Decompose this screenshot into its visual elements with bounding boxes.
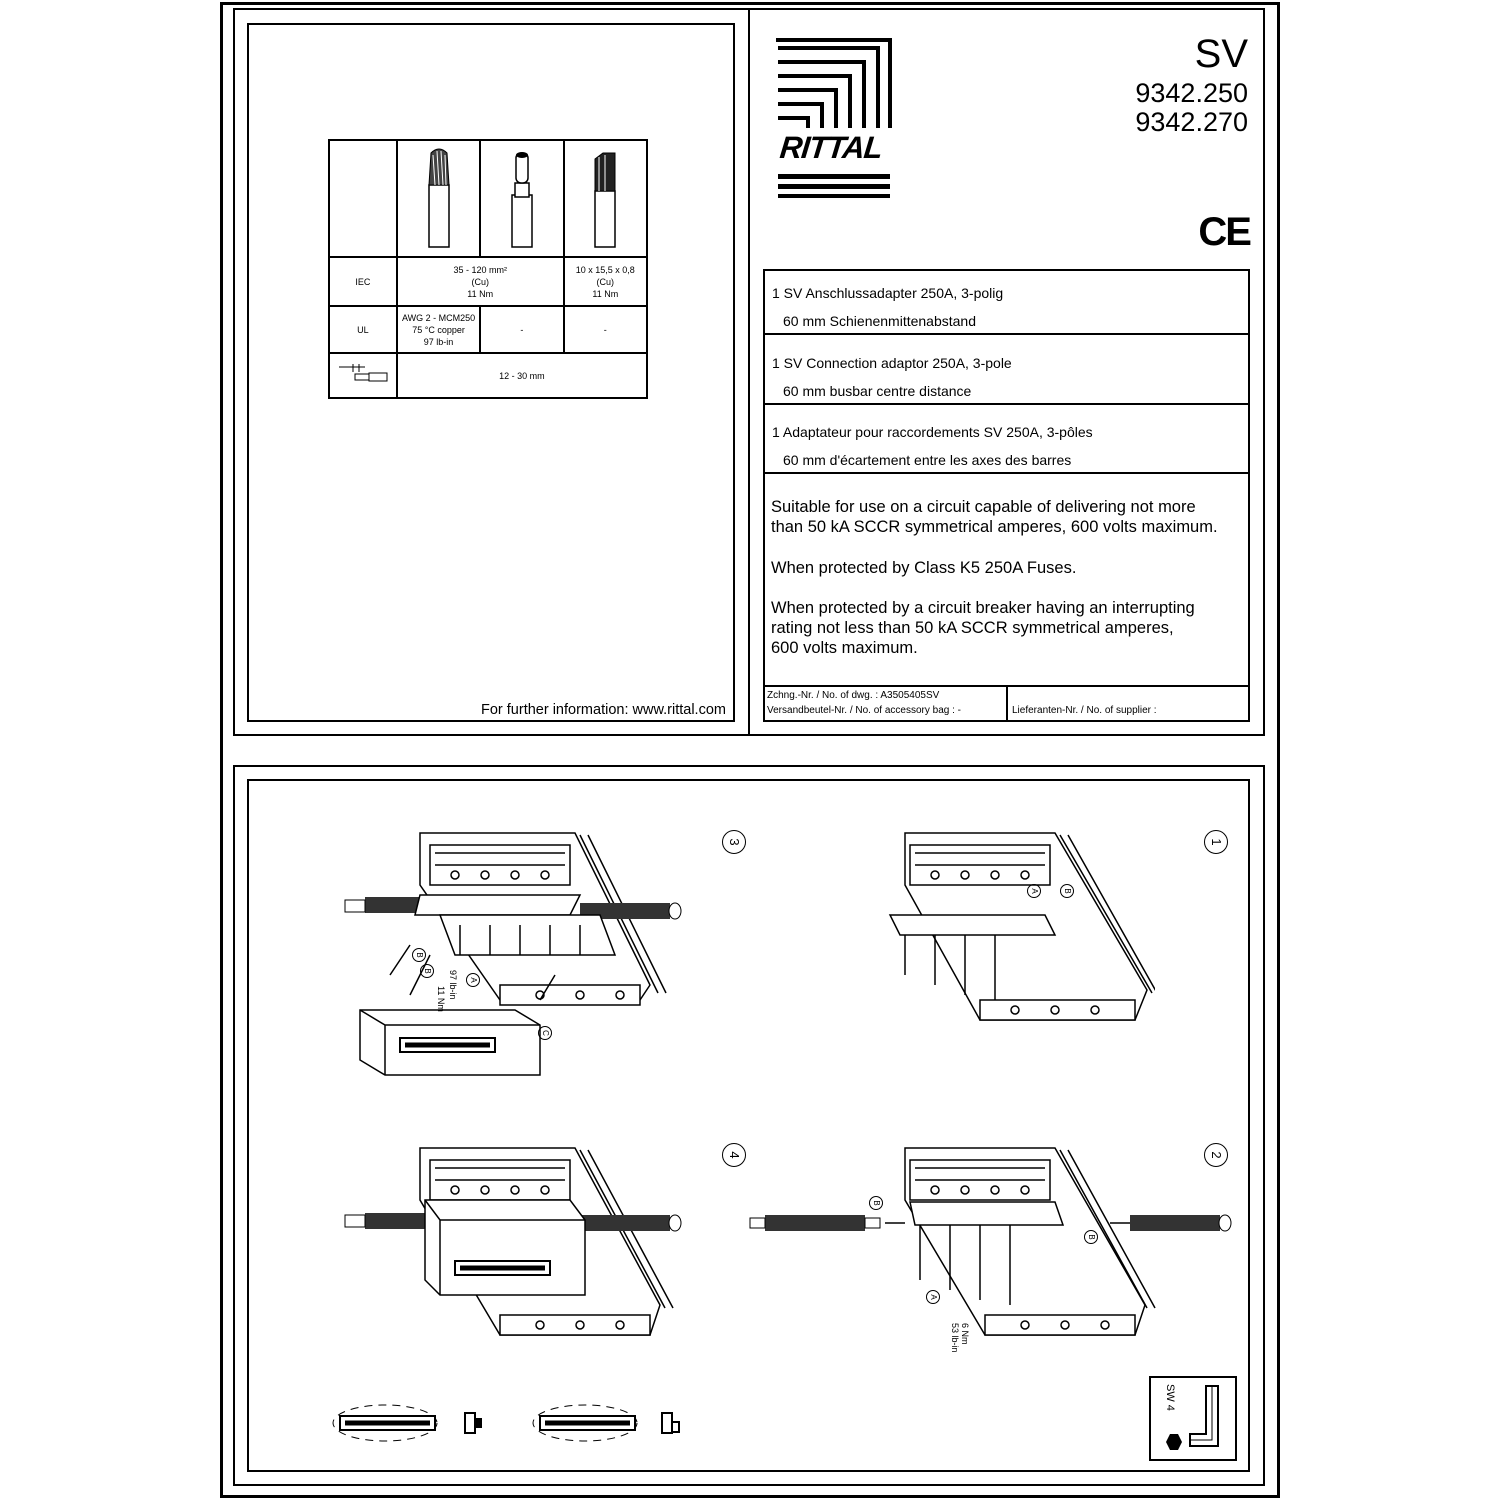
step-1-marker: 1 — [1204, 830, 1228, 854]
divider — [1006, 685, 1008, 722]
torque-value-imperial: 97 lb-in — [448, 970, 458, 1000]
ul-awg: AWG 2 - MCM250 — [401, 312, 476, 323]
ul-torque: 97 lb-in — [423, 336, 454, 347]
ul-ferrule-spec: - — [480, 306, 563, 353]
ce-mark: CE — [1198, 210, 1250, 254]
assembly-drawing-step-4 — [340, 1140, 690, 1340]
iec-bar-material: (Cu) — [596, 276, 615, 287]
rating-3-line1: When protected by a circuit breaker having an interrupting — [771, 599, 1195, 617]
step-3-marker: 3 — [722, 830, 746, 854]
iec-cross-section: 35 - 120 mm² — [453, 264, 507, 275]
callout-a: A — [466, 973, 480, 987]
rating-3-line3: 600 volts maximum. — [771, 639, 918, 657]
accessory-bag-number: Versandbeutel-Nr. / No. of accessory bag : - — [767, 705, 961, 716]
divider — [763, 472, 1250, 474]
callout-b: B — [1060, 884, 1074, 898]
series-title: SV — [1194, 32, 1248, 76]
iec-material: (Cu) — [471, 276, 489, 287]
iec-wire-spec — [397, 257, 564, 306]
table-corner — [329, 140, 397, 257]
torque-value: 6 Nm — [960, 1323, 970, 1345]
iec-bar-size: 10 x 15,5 x 0,8 — [575, 264, 635, 275]
step-2-marker: 2 — [1204, 1143, 1228, 1167]
torque-value-imperial: 53 lb-in — [950, 1323, 960, 1353]
assembly-drawing-step-2 — [745, 1140, 1235, 1340]
part-number-1: 9342.250 — [1135, 78, 1248, 108]
description-fr-line1: 1 Adaptateur pour raccordements SV 250A, 3-pôles — [772, 424, 1093, 440]
assembly-drawing-step-1 — [885, 825, 1155, 1025]
assembly-drawing-step-3 — [340, 825, 690, 1085]
rating-1-line2: than 50 kA SCCR symmetrical amperes, 600 volts maximum. — [771, 518, 1218, 536]
further-info: For further information: www.rittal.com — [481, 702, 726, 718]
description-de-line2: 60 mm Schienenmittenabstand — [783, 313, 976, 329]
switch-position-on — [330, 1400, 490, 1446]
divider — [763, 333, 1250, 335]
hex-key-icon — [1160, 1382, 1232, 1458]
rittal-logo — [776, 38, 892, 200]
rating-3 — [771, 598, 1195, 658]
tool-size: SW 4 — [1164, 1384, 1176, 1411]
ferrule-wire-icon — [480, 140, 563, 257]
strip-length: 12 - 30 mm — [397, 353, 647, 398]
row-label-iec: IEC — [329, 257, 397, 306]
stranded-wire-icon — [397, 140, 480, 257]
part-number-2: 9342.270 — [1135, 107, 1248, 137]
drawing-number: Zchng.-Nr. / No. of dwg. : A3505405SV — [767, 690, 940, 701]
conductor-spec-table — [328, 139, 648, 399]
iec-bar-spec — [564, 257, 647, 306]
rating-3-line2: rating not less than 50 kA SCCR symmetrical amperes, — [771, 619, 1174, 637]
divider — [763, 403, 1250, 405]
callout-b: B — [869, 1196, 883, 1210]
rating-1-line1: Suitable for use on a circuit capable of delivering not more — [771, 498, 1196, 516]
switch-position-off — [525, 1400, 690, 1446]
callout-a: A — [926, 1290, 940, 1304]
rating-2 — [771, 558, 1076, 578]
callout-c: C — [538, 1026, 552, 1040]
callout-b: B — [420, 964, 434, 978]
row-label-ul: UL — [329, 306, 397, 353]
rating-1 — [771, 497, 1218, 537]
rating-2-line1: When protected by Class K5 250A Fuses. — [771, 559, 1077, 577]
brand-name: RITTAL — [778, 130, 884, 165]
ul-wire-spec — [397, 306, 480, 353]
iec-bar-torque: 11 Nm — [592, 288, 619, 299]
iec-torque: 11 Nm — [467, 288, 494, 299]
callout-b: B — [1084, 1230, 1098, 1244]
callout-b: B — [412, 948, 426, 962]
callout-a: A — [1027, 884, 1041, 898]
description-fr-line2: 60 mm d'écartement entre les axes des barres — [783, 452, 1072, 468]
description-en-line1: 1 SV Connection adaptor 250A, 3-pole — [772, 355, 1012, 371]
description-en-line2: 60 mm busbar centre distance — [783, 383, 972, 399]
ul-bar-spec: - — [564, 306, 647, 353]
step-4-marker: 4 — [722, 1143, 746, 1167]
strip-length-icon — [329, 353, 397, 398]
top-panel-divider — [748, 8, 750, 736]
supplier-number: Lieferanten-Nr. / No. of supplier : — [1012, 705, 1157, 716]
flat-bar-icon — [564, 140, 647, 257]
description-de-line1: 1 SV Anschlussadapter 250A, 3-polig — [772, 285, 1004, 301]
ul-material: 75 °C copper — [412, 324, 465, 335]
torque-value: 11 Nm — [436, 986, 446, 1012]
